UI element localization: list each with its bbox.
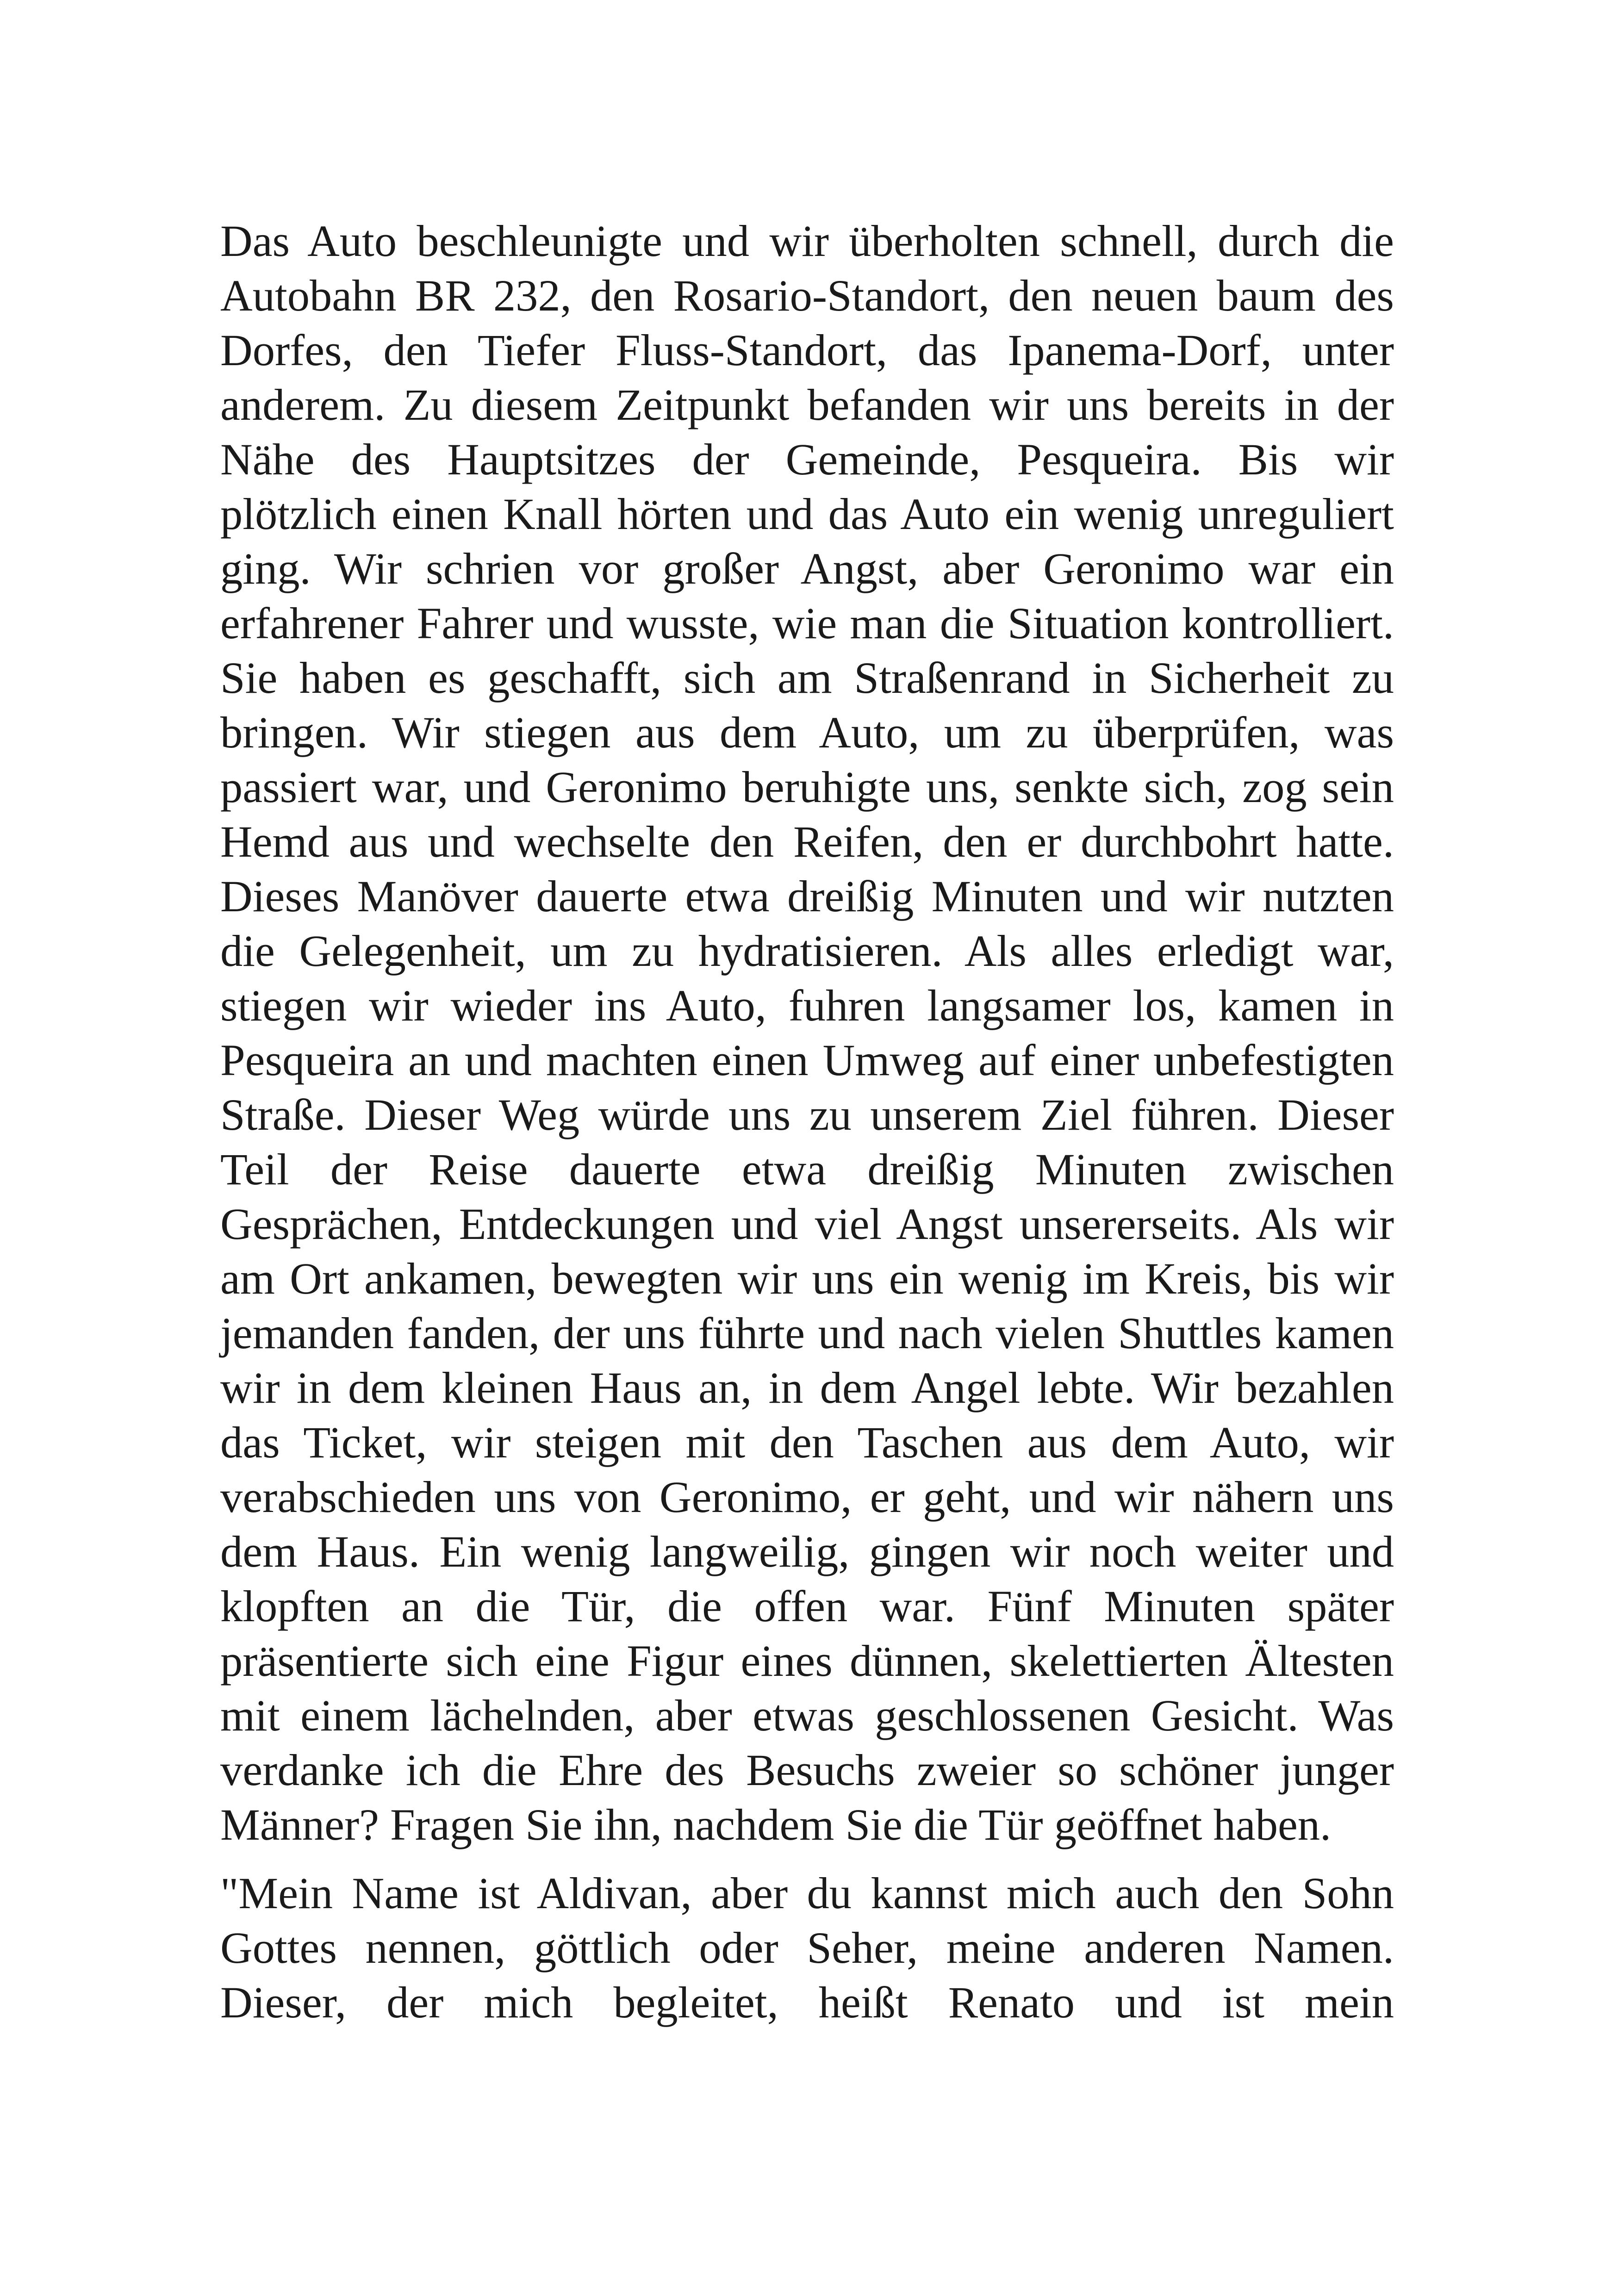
text-line: Sie haben es geschafft, sich am Straßenrand in Sicherheit zu <box>220 653 1394 703</box>
text-line: am Ort ankamen, bewegten wir uns ein wenig im Kreis, bis wir <box>220 1254 1394 1303</box>
text-line: Dieses Manöver dauerte etwa dreißig Minuten und wir nutzten <box>220 871 1394 921</box>
text-line: mit einem lächelnden, aber etwas geschlossenen Gesicht. Was <box>220 1691 1394 1740</box>
text-line: Autobahn BR 232, den Rosario-Standort, den neuen baum des <box>220 271 1394 320</box>
text-line: klopften an die Tür, die offen war. Fünf Minuten später <box>220 1581 1394 1631</box>
text-line: Dorfes, den Tiefer Fluss-Standort, das Ipanema-Dorf, unter <box>220 325 1394 375</box>
text-line: Hemd aus und wechselte den Reifen, den er durchbohrt hatte. <box>220 817 1394 866</box>
text-line: die Gelegenheit, um zu hydratisieren. Als alles erledigt war, <box>220 926 1394 976</box>
text-line: Nähe des Hauptsitzes der Gemeinde, Pesqueira. Bis wir <box>220 435 1394 484</box>
text-line: jemanden fanden, der uns führte und nach vielen Shuttles kamen <box>220 1308 1394 1358</box>
text-line: präsentierte sich eine Figur eines dünnen, skelettierten Ältesten <box>220 1636 1394 1686</box>
text-line: verabschieden uns von Geronimo, er geht, und wir nähern uns <box>220 1472 1394 1522</box>
text-line: Pesqueira an und machten einen Umweg auf einer unbefestigten <box>220 1035 1394 1085</box>
text-line: dem Haus. Ein wenig langweilig, gingen wir noch weiter und <box>220 1527 1394 1576</box>
text-line: Straße. Dieser Weg würde uns zu unserem Ziel führen. Dieser <box>220 1090 1394 1139</box>
body-paragraph-2 <box>220 1866 1394 2030</box>
body-paragraph-1 <box>220 214 1394 1852</box>
text-line: ging. Wir schrien vor großer Angst, aber Geronimo war ein <box>220 544 1394 593</box>
text-line: Männer? Fragen Sie ihn, nachdem Sie die Tür geöffnet haben. <box>220 1800 1332 1849</box>
text-line: Dieser, der mich begleitet, heißt Renato und ist mein <box>220 1978 1394 2027</box>
text-line: das Ticket, wir steigen mit den Taschen aus dem Auto, wir <box>220 1418 1394 1467</box>
text-line: anderem. Zu diesem Zeitpunkt befanden wir uns bereits in der <box>220 380 1394 429</box>
text-line: bringen. Wir stiegen aus dem Auto, um zu überprüfen, was <box>220 708 1394 757</box>
text-line: "Mein Name ist Aldivan, aber du kannst mich auch den Sohn <box>220 1868 1394 1918</box>
text-line: passiert war, und Geronimo beruhigte uns, senkte sich, zog sein <box>220 762 1394 812</box>
text-line: Gesprächen, Entdeckungen und viel Angst unsererseits. Als wir <box>220 1199 1394 1249</box>
text-line: plötzlich einen Knall hörten und das Auto ein wenig unreguliert <box>220 489 1394 539</box>
text-line: Gottes nennen, göttlich oder Seher, meine anderen Namen. <box>220 1923 1394 1972</box>
text-line: Teil der Reise dauerte etwa dreißig Minuten zwischen <box>220 1145 1394 1194</box>
text-line: erfahrener Fahrer und wusste, wie man die Situation kontrolliert. <box>220 598 1394 648</box>
text-line: stiegen wir wieder ins Auto, fuhren langsamer los, kamen in <box>220 981 1394 1030</box>
text-line: Das Auto beschleunigte und wir überholten schnell, durch die <box>220 216 1394 266</box>
text-line: wir in dem kleinen Haus an, in dem Angel lebte. Wir bezahlen <box>220 1363 1394 1412</box>
text-line: verdanke ich die Ehre des Besuchs zweier so schöner junger <box>220 1745 1394 1795</box>
